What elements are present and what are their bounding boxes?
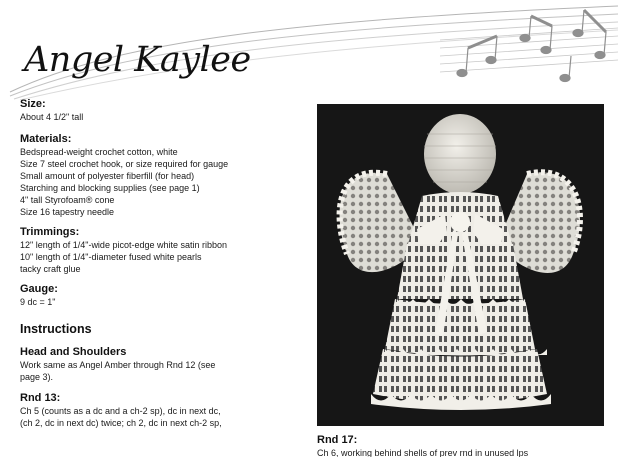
materials-line: 4" tall Styrofoam® cone <box>20 195 115 205</box>
music-notes-icon <box>457 10 606 82</box>
gauge-heading: Gauge: <box>20 283 58 295</box>
size-section <box>20 98 300 123</box>
rnd13-line: Ch 5 (counts as a dc and a ch-2 sp), dc in next dc, <box>20 406 221 416</box>
gauge-section <box>20 283 300 308</box>
head-shoulders-line: Work same as Angel Amber through Rnd 12 (see <box>20 360 216 370</box>
rnd13-heading: Rnd 13: <box>20 392 61 404</box>
rnd17-section <box>317 434 607 457</box>
materials-line: Starching and blocking supplies (see page 1) <box>20 183 200 193</box>
head-shoulders-line: page 3). <box>20 372 54 382</box>
trimmings-section <box>20 226 300 275</box>
crochet-angel-illustration <box>317 104 604 426</box>
materials-line: Bedspread-weight crochet cotton, white <box>20 147 178 157</box>
gauge-line: 9 dc = 1" <box>20 297 56 307</box>
trimmings-line: tacky craft glue <box>20 264 81 274</box>
pattern-title: Angel Kaylee <box>24 40 251 80</box>
size-heading: Size: <box>20 98 46 110</box>
size-line: About 4 1/2" tall <box>20 112 84 122</box>
pattern-text-column <box>20 98 300 429</box>
rnd13-section <box>20 392 300 429</box>
rnd13-line: (ch 2, dc in next dc) twice; ch 2, dc in next ch-2 sp, <box>20 418 222 428</box>
angel-photo <box>317 104 604 426</box>
head-shoulders-section <box>20 346 300 383</box>
materials-heading: Materials: <box>20 133 72 145</box>
trimmings-line: 12" length of 1/4"-wide picot-edge white satin ribbon <box>20 240 228 250</box>
rnd17-heading: Rnd 17: <box>317 434 358 446</box>
materials-line: Size 16 tapestry needle <box>20 207 115 217</box>
head-shoulders-heading: Head and Shoulders <box>20 346 127 358</box>
rnd17-line: Ch 6, working behind shells of prev rnd in unused lps <box>317 448 529 457</box>
trimmings-line: 10" length of 1/4"-diameter fused white pearls <box>20 252 202 262</box>
materials-section <box>20 133 300 218</box>
trimmings-heading: Trimmings: <box>20 226 80 238</box>
materials-line: Size 7 steel crochet hook, or size required for gauge <box>20 159 229 169</box>
materials-line: Small amount of polyester fiberfill (for head) <box>20 171 195 181</box>
instructions-heading: Instructions <box>20 322 92 336</box>
